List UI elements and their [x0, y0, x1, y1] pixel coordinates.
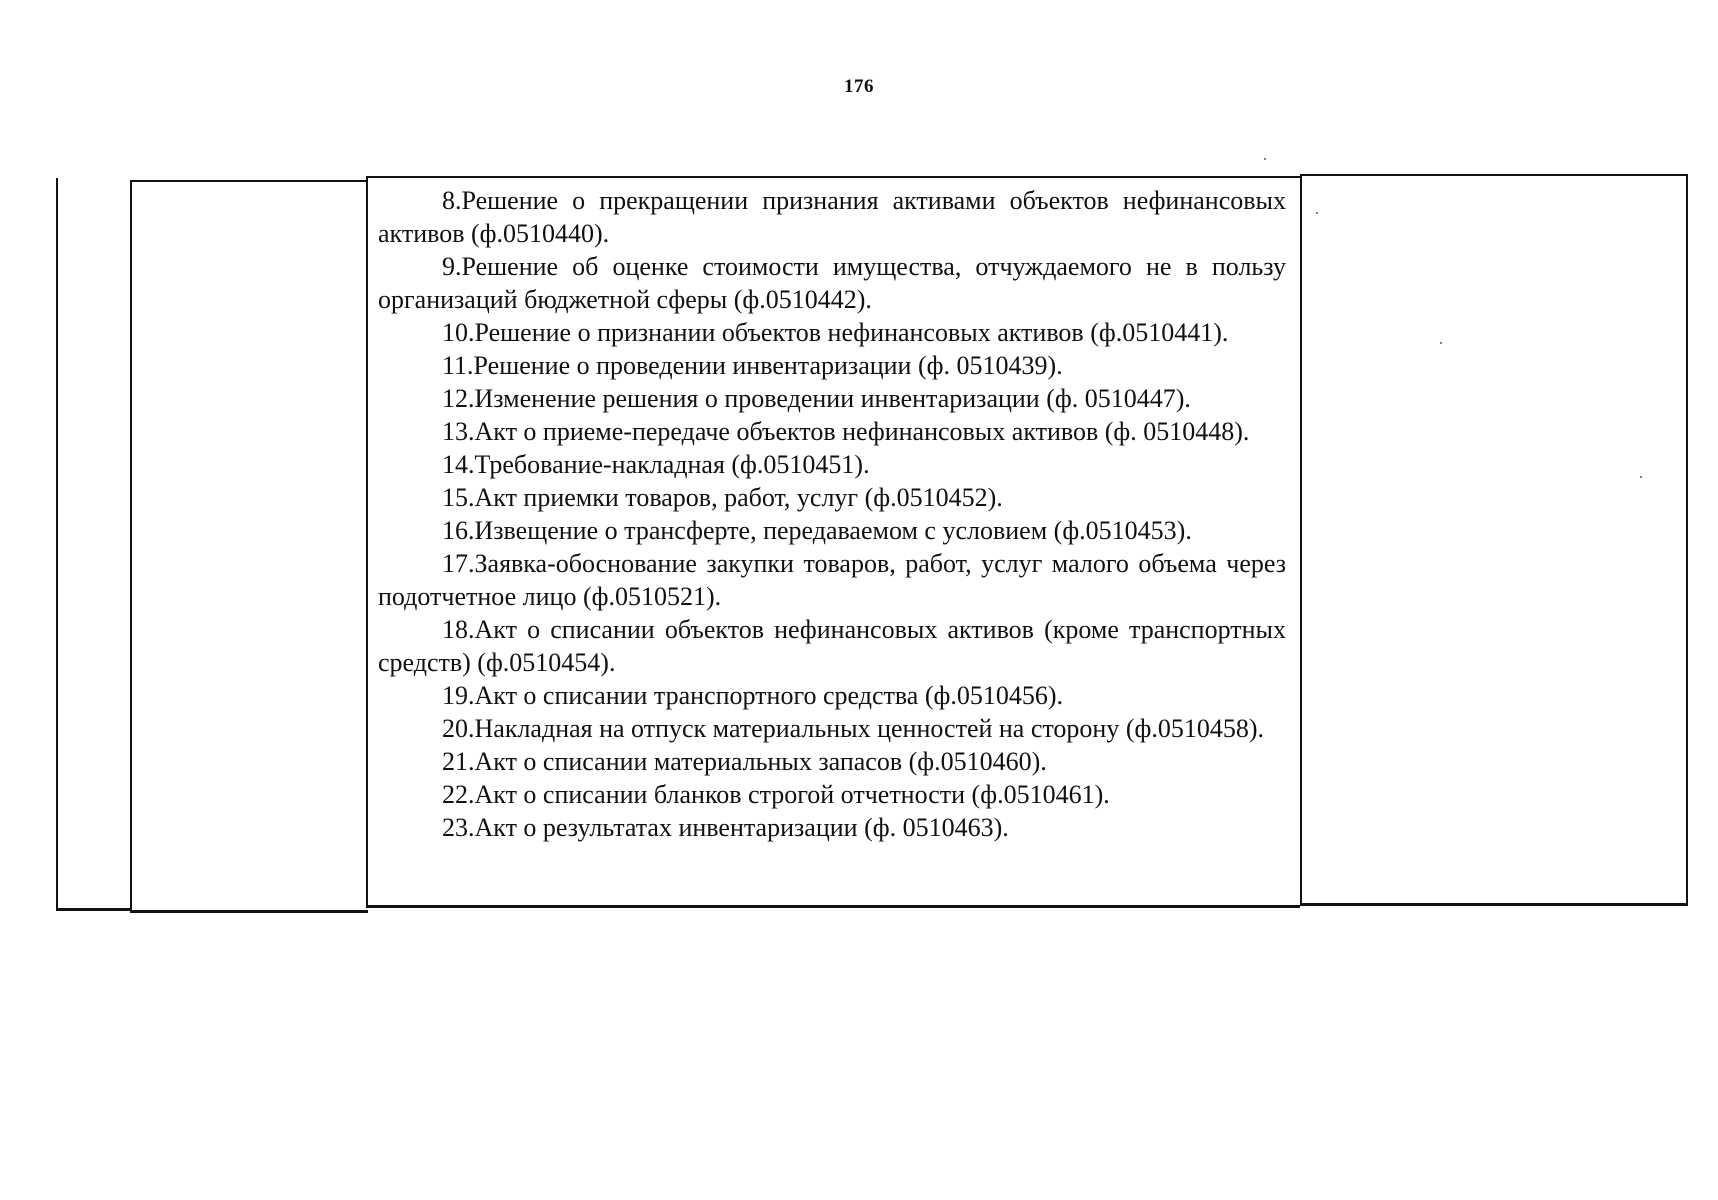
document-number: 23. [442, 813, 475, 842]
document-title: Накладная на отпуск материальных ценностей на сторону (ф.0510458). [474, 714, 1264, 743]
document-number: 19. [442, 681, 475, 710]
document-title: Акт о результатах инвентаризации (ф. 0510463). [474, 813, 1009, 842]
document-number: 15. [442, 483, 475, 512]
document-item [378, 712, 1286, 745]
document-item [378, 448, 1286, 481]
document-item [378, 778, 1286, 811]
document-title: Акт о списании бланков строгой отчетности (ф.0510461). [474, 780, 1110, 809]
document-title: Решение о признании объектов нефинансовых активов (ф.0510441). [474, 318, 1229, 347]
table-column-number [56, 178, 132, 911]
document-number: 10. [442, 318, 475, 347]
document-number: 18. [442, 615, 475, 644]
document-item [378, 316, 1286, 349]
document-title: Решение о прекращении признания активами объектов нефинансовых активов (ф.0510440). [378, 186, 1286, 248]
scan-speck [1640, 476, 1642, 478]
document-number: 14. [442, 450, 475, 479]
document-item [378, 349, 1286, 382]
document-title: Акт приемки товаров, работ, услуг (ф.0510452). [474, 483, 1003, 512]
document-number: 21. [442, 747, 475, 776]
document-title: Акт о списании материальных запасов (ф.0510460). [474, 747, 1047, 776]
documents-table [56, 172, 1686, 912]
document-title: Решение об оценке стоимости имущества, отчуждаемого не в пользу организаций бюджетной сферы (ф.0510442). [378, 252, 1286, 314]
document-title: Заявка-обоснование закупки товаров, работ, услуг малого объема через подотчетное лицо (ф.0510521). [378, 549, 1286, 611]
document-number: 17. [442, 549, 475, 578]
table-column-documents [366, 176, 1300, 908]
document-list [378, 184, 1286, 844]
document-item [378, 745, 1286, 778]
table-column-name [130, 180, 368, 913]
document-number: 22. [442, 780, 475, 809]
document-title: Извещение о трансферте, передаваемом с условием (ф.0510453). [474, 516, 1192, 545]
document-title: Акт о списании транспортного средства (ф.0510456). [474, 681, 1063, 710]
document-number: 20. [442, 714, 475, 743]
scan-speck [1440, 342, 1442, 344]
document-number: 12. [442, 384, 475, 413]
page-number: 176 [844, 76, 874, 97]
document-item [378, 811, 1286, 844]
document-title: Акт о списании объектов нефинансовых активов (кроме транспортных средств) (ф.0510454). [378, 615, 1286, 677]
document-item [378, 382, 1286, 415]
document-item [378, 679, 1286, 712]
document-title: Изменение решения о проведении инвентаризации (ф. 0510447). [474, 384, 1191, 413]
document-item [378, 184, 1286, 250]
document-number: 16. [442, 516, 475, 545]
document-title: Требование-накладная (ф.0510451). [474, 450, 870, 479]
document-number: 8. [442, 186, 462, 215]
document-number: 13. [442, 417, 475, 446]
scan-speck [1316, 212, 1318, 214]
document-title: Решение о проведении инвентаризации (ф. 0510439). [473, 351, 1063, 380]
document-item [378, 613, 1286, 679]
table-column-notes [1300, 174, 1688, 906]
document-item [378, 250, 1286, 316]
document-number: 11. [442, 351, 474, 380]
document-number: 9. [442, 252, 462, 281]
scan-speck [1264, 158, 1266, 160]
document-item [378, 547, 1286, 613]
document-item [378, 415, 1286, 448]
document-item [378, 481, 1286, 514]
document-item [378, 514, 1286, 547]
document-title: Акт о приеме-передаче объектов нефинансовых активов (ф. 0510448). [474, 417, 1250, 446]
